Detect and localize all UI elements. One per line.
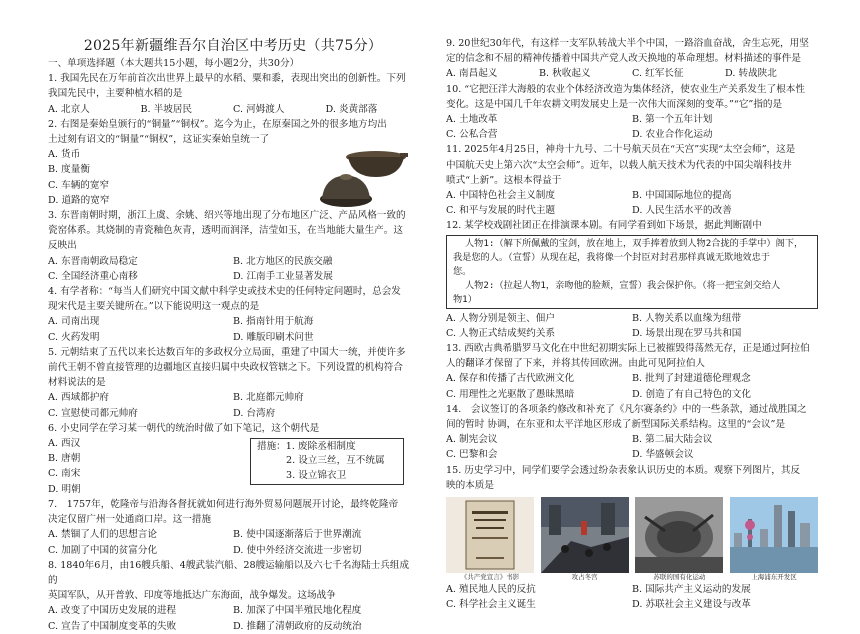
options [48, 527, 418, 557]
page-title: 2025年新疆维吾尔自治区中考历史（共75分） [83, 38, 383, 54]
option-d[interactable]: D. 江南手工业显著发展 [233, 270, 333, 282]
image-pudong [730, 497, 818, 582]
question-stem: 10. “它把汪洋大海般的农业个体经济改造为集体经济，使农业生产关系发生了根本性 [446, 83, 805, 95]
question-6 [48, 421, 418, 497]
option-c[interactable]: C. 南宋 [48, 468, 81, 480]
option-c[interactable]: C. 人物正式结成契约关系 [446, 327, 556, 339]
question-stem: 14. 会议签订的各项条约修改和补充了《凡尔赛条约》中的一些条款，通过战胜国之 [446, 403, 807, 415]
option-a[interactable]: A. 保存和传播了古代欧洲文化 [446, 373, 575, 385]
question-stem: 3. 东晋南朝时期，浙江上虞、余姚、绍兴等地出现了分布地区广泛、产品风格一致的 [48, 210, 406, 222]
option-a[interactable]: A. 东晋南朝政局稳定 [48, 255, 138, 267]
question-11 [446, 142, 818, 218]
option-a[interactable]: A. 土地改革 [446, 114, 498, 126]
option-b[interactable]: B. 第二届大陆会议 [632, 434, 713, 446]
question-4 [48, 284, 418, 345]
storming-palace-image [541, 497, 629, 573]
option-a[interactable]: A. 人物分别是领主、佃户 [446, 312, 555, 324]
left-column [48, 0, 418, 634]
option-d[interactable]: D. 苏联社会主义建设与改革 [632, 599, 751, 611]
option-b[interactable]: B. 度量衡 [48, 164, 90, 176]
option-a[interactable]: A. 中国特色社会主义制度 [446, 190, 555, 202]
question-stem: 4. 有学者称：“每当人们研究中国文献中科学史或技术史的任何特定问题时，总会发 [48, 286, 401, 298]
question-stem: 9. 20世纪30年代，有这样一支军队转战大半个中国，一路浴血奋战，舍生忘死，用坚 [446, 38, 809, 49]
question-stem: 变化。这是中国几千年农耕文明发展史上是一次伟大而深刻的变革。”“它”指的是 [446, 98, 783, 110]
option-a[interactable]: A. 货币 [48, 149, 81, 161]
question-5 [48, 345, 418, 421]
option-b[interactable]: B. 北方地区的民族交融 [233, 255, 333, 267]
option-d[interactable]: D. 农业合作化运动 [632, 129, 713, 141]
quote-line: 我是您的人。（宣誓）从现在起，我将像一个封臣对封君那样真诚无欺地效忠于 [453, 251, 770, 263]
option-d[interactable]: D. 创造了有自己特色的文化 [632, 388, 751, 400]
image-winter-palace [541, 497, 629, 582]
option-c[interactable]: C. 红军长征 [632, 68, 684, 80]
image-caption: 苏联的国有化运动 [653, 573, 706, 582]
options [48, 436, 208, 497]
question-stem: 反映出 [48, 240, 77, 252]
option-d[interactable]: D. 场景出现在罗马共和国 [632, 327, 742, 339]
option-b[interactable]: B. 秋收起义 [539, 68, 591, 80]
question-stem: 我国先民中，主要种植水稻的是 [48, 88, 183, 100]
option-b[interactable]: B. 中国国际地位的提高 [632, 190, 732, 202]
option-c[interactable]: C. 火药发明 [48, 331, 100, 343]
options [446, 112, 818, 142]
image-caption: 攻占冬宫 [571, 573, 598, 582]
option-b[interactable]: B. 北庭都元帅府 [233, 392, 304, 404]
question-stem: 材料说法的是 [48, 377, 106, 389]
image-row [446, 497, 818, 582]
question-stem: 英国军队，从开普敦、印度等地抵达广东海面，战争爆发。这场战争 [48, 590, 336, 602]
option-a[interactable]: A. 西域都护府 [48, 392, 109, 404]
option-d[interactable]: D. 炎黄部落 [325, 103, 378, 115]
question-7 [48, 497, 418, 558]
question-stem: 1. 我国先民在万年前首次出世界上最早的水稻、粟和黍，表现出突出的创新性。下列 [48, 73, 406, 85]
note-item: 2. 设立三丝，互不统属 [286, 455, 385, 467]
question-stem: 2. 右图是秦始皇颁行的“铜量”“铜权”。迄今为止，在原秦国之外的很多地方均出 [48, 118, 387, 130]
option-d[interactable]: D. 华盛顿会议 [632, 449, 694, 461]
quote-line: 您。 [453, 265, 472, 277]
option-c[interactable]: C. 用理性之光驱散了愚昧黑暗 [446, 388, 575, 400]
question-stem: 12. 某学校戏剧社团正在排演课本剧。有同学看到如下场景，据此判断剧中 [446, 220, 762, 232]
question-stem: 映的本质是 [446, 479, 494, 491]
quote-line: 人物1:（解下所佩戴的宝剑，放在地上，双手捧着放到人物2合拢的手掌中）阁下， [465, 237, 804, 249]
question-stem: 5. 元朝结束了五代以来长达数百年的多政权分立局面，重建了中国大一统，并使许多 [48, 346, 406, 358]
question-3 [48, 208, 418, 284]
question-9 [446, 36, 818, 82]
question-stem: 7. 1757年，乾隆帝与沿海各督抚就如何进行海外贸易问题展开讨论，最终乾隆帝 [48, 498, 399, 510]
option-c[interactable]: C. 全国经济重心南移 [48, 270, 138, 282]
question-stem: 13. 西欧古典希腊罗马文化在中世纪初期实际上已被摧毁得荡然无存，正是通过阿拉伯 [446, 343, 810, 355]
options [446, 66, 818, 81]
question-1 [48, 71, 418, 117]
question-8 [48, 558, 418, 634]
option-d[interactable]: D. 人民生活水平的改善 [632, 205, 732, 217]
option-d[interactable]: D. 道路的宽窄 [48, 194, 110, 206]
option-b[interactable]: B. 国际共产主义运动的发展 [632, 584, 751, 596]
image-caption: 上海浦东开发区 [751, 573, 797, 582]
question-stem: 中国航天史上第六次“太空会师”。近年，以载人航天技术为代表的中国尖端科技井 [446, 159, 792, 171]
option-a[interactable]: A. 南昌起义 [446, 68, 498, 80]
image-manifesto [446, 497, 534, 582]
section-heading: 一、单项选择题（本大题共15小题，每小题2分，共30分） [48, 58, 300, 69]
option-c[interactable]: C. 加剧了中国的贫富分化 [48, 544, 158, 556]
option-a[interactable]: A. 北京人 [48, 103, 90, 115]
option-d[interactable]: D. 使中外经济交流进一步密切 [233, 544, 362, 556]
soviet-factory-image [635, 497, 723, 573]
option-d[interactable]: D. 转战陕北 [725, 68, 777, 80]
options [48, 254, 418, 284]
bronze-measure-weight-image [316, 147, 408, 209]
note-item: 3. 设立锦衣卫 [286, 469, 347, 481]
question-stem: 土过刻有诏文的“铜量”“铜权”，这证实秦始皇统一了 [48, 134, 270, 146]
option-a[interactable]: A. 制宪会议 [446, 434, 498, 446]
option-b[interactable]: B. 唐朝 [48, 453, 81, 465]
options [48, 147, 278, 208]
option-b[interactable]: B. 指南针用于航海 [233, 316, 314, 328]
option-c[interactable]: C. 公私合营 [446, 129, 498, 141]
question-13 [446, 341, 818, 402]
option-c[interactable]: C. 科学社会主义诞生 [446, 599, 536, 611]
question-stem: 现宋代是主要关键所在。”以下能说明这一观点的是 [48, 301, 260, 313]
script-quote-box [446, 235, 818, 309]
option-a[interactable]: A. 改变了中国历史发展的进程 [48, 605, 177, 617]
question-stem: 喷式“上新”。这根本得益于 [446, 174, 562, 186]
notes-label: 措施： [257, 440, 286, 452]
shanghai-skyline-image [730, 497, 818, 573]
options [48, 102, 418, 117]
question-stem: 前代王朝不曾直接管理的边疆地区直接归属中央政权管辖之下。下列设置的机构符合 [48, 362, 403, 374]
option-b[interactable]: B. 第一个五年计划 [632, 114, 713, 126]
question-15 [446, 463, 818, 613]
question-stem: 决定仅留广州一处通商口岸。这一措施 [48, 514, 212, 526]
options [48, 390, 418, 420]
question-stem: 间的暂时 协调，在东亚和太平洋地区形成了新型国际关系结构。这里的“会议”是 [446, 419, 786, 431]
option-a[interactable]: A. 西汉 [48, 438, 81, 450]
option-c[interactable]: C. 宣告了中国制度变革的失败 [48, 620, 177, 632]
option-b[interactable]: B. 人物关系以血缘为纽带 [632, 312, 742, 324]
question-stem: 11. 2025年4月25日，神舟十九号、二十号航天员在“天宫”实现“太空会师”，这是 [446, 144, 796, 156]
option-b[interactable]: B. 加深了中国半殖民地化程度 [233, 605, 362, 617]
question-14 [446, 402, 818, 463]
option-d[interactable]: D. 雕版印刷术问世 [233, 331, 314, 343]
quote-line: 物1） [453, 293, 477, 305]
book-cover-image [446, 497, 534, 573]
option-c[interactable]: C. 宣慰使司都元帅府 [48, 407, 138, 419]
question-stem: 瓷窑体系。其烧制的青瓷釉色灰青，透明而润泽，洁莹如玉，在当地能大量生产。这 [48, 225, 403, 237]
question-stem: 定的信念和不屈的精神传播着中国共产党人改天换地的革命理想。材料描述的事件是 [446, 53, 801, 65]
image-soviet [635, 497, 723, 582]
options [446, 188, 818, 218]
question-stem: 6. 小史同学在学习某一朝代的统治时做了如下笔记，这个朝代是 [48, 422, 320, 434]
option-b[interactable]: B. 使中国逐渐落后于世界潮流 [233, 529, 362, 541]
right-column [446, 36, 818, 612]
option-b[interactable]: B. 半坡居民 [140, 103, 193, 115]
option-b[interactable]: B. 批判了封建道德伦理观念 [632, 373, 751, 385]
option-d[interactable]: D. 明朝 [48, 483, 81, 495]
image-caption: 《共产党宣言》书影 [460, 573, 520, 582]
options [48, 314, 418, 344]
note-item: 1. 废除丞相制度 [285, 440, 356, 452]
question-12 [446, 218, 818, 341]
option-c[interactable]: C. 和平与发展的时代主题 [446, 205, 556, 217]
question-stem: 8. 1840年6月，由16艘兵船、4艘武装汽船、28艘运输船以及六七千名海陆士兵组成的 [48, 559, 410, 586]
question-stem: 人的翻译才保留了下来，并将其传回欧洲。由此可见阿拉伯人 [446, 358, 706, 370]
option-a[interactable]: A. 司南出现 [48, 316, 100, 328]
options [446, 311, 818, 341]
option-c[interactable]: C. 巴黎和会 [446, 449, 498, 461]
question-stem: 15. 历史学习中，同学们要学会透过纷杂表象认识历史的本质。观察下列图片，其反 [446, 464, 801, 476]
question-2 [48, 117, 418, 208]
quote-line: 人物2:（拉起人物1，亲吻他的脸颊，宣誓）我会保护你。（将一把宝剑交给人 [465, 279, 781, 291]
study-notes-box [250, 438, 404, 486]
question-10 [446, 82, 818, 143]
option-a[interactable]: A. 禁锢了人们的思想言论 [48, 529, 157, 541]
option-c[interactable]: C. 河姆渡人 [233, 103, 285, 115]
options [446, 371, 818, 401]
option-d[interactable]: D. 推翻了清朝政府的反动统治 [233, 620, 362, 632]
option-c[interactable]: C. 车辆的宽窄 [48, 179, 110, 191]
option-d[interactable]: D. 台湾府 [233, 407, 276, 419]
options [446, 432, 818, 462]
option-a[interactable]: A. 殖民地人民的反抗 [446, 584, 536, 596]
